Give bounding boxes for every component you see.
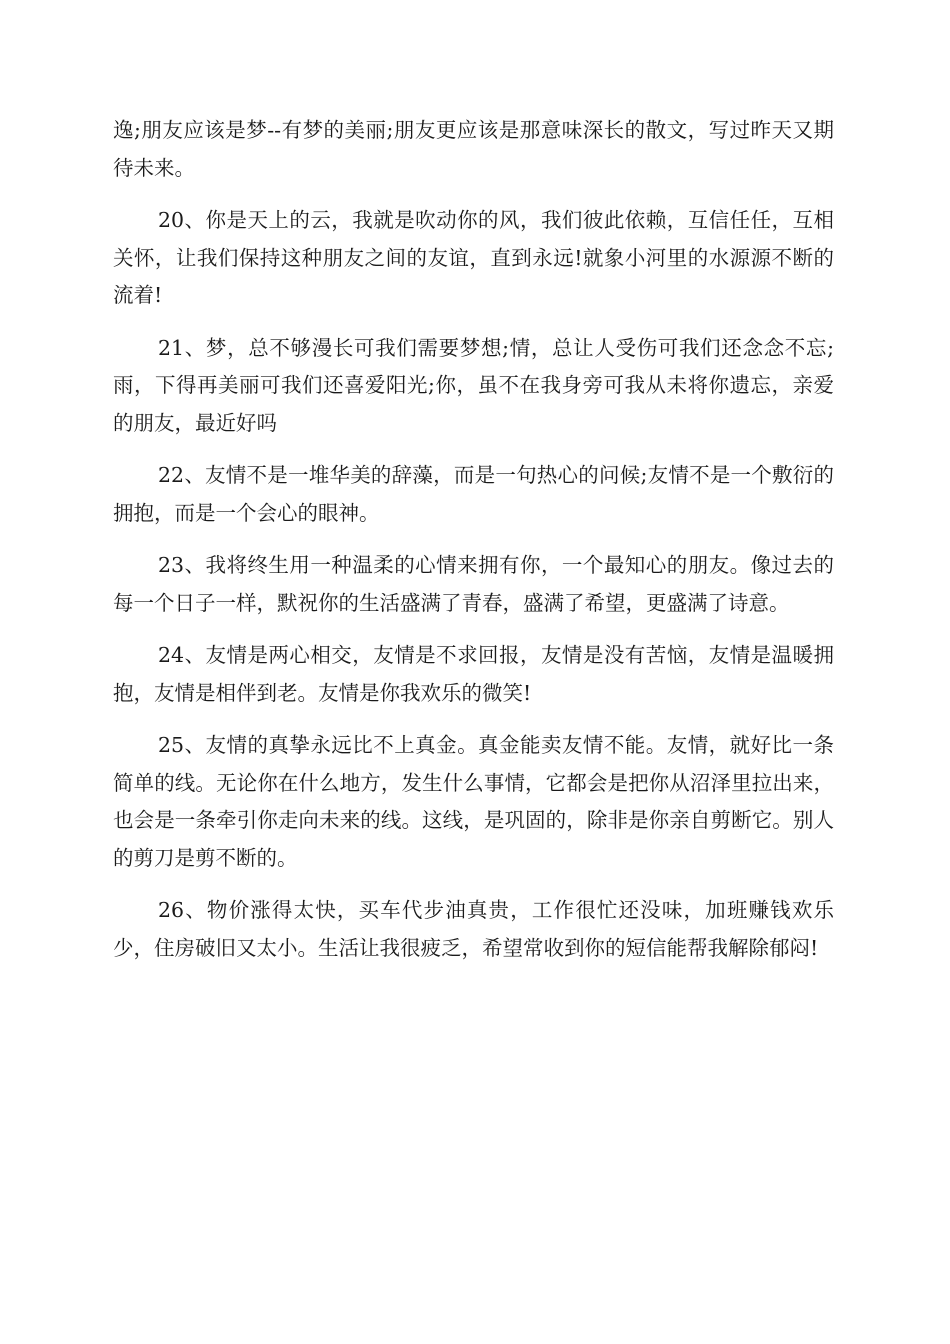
paragraph-20: 20、你是天上的云，我就是吹动你的风，我们彼此依赖，互信任任，互相关怀，让我们保持这种朋友之间的友谊，直到永远!就象小河里的水源源不断的流着! bbox=[113, 208, 834, 307]
paragraph-21: 21、梦，总不够漫长可我们需要梦想;情，总让人受伤可我们还念念不忘;雨，下得再美丽可我们还喜爱阳光;你，虽不在我身旁可我从未将你遗忘，亲爱的朋友，最近好吗 bbox=[113, 335, 834, 435]
paragraph-24: 24、友情是两心相交，友情是不求回报，友情是没有苦恼，友情是温暖拥抱，友情是相伴到老。友情是你我欢乐的微笑! bbox=[113, 643, 834, 705]
paragraph-continuation: 逸;朋友应该是梦--有梦的美丽;朋友更应该是那意味深长的散文，写过昨天又期待未来。 bbox=[113, 118, 834, 180]
paragraph-25: 25、友情的真挚永远比不上真金。真金能卖友情不能。友情，就好比一条简单的线。无论你在什么地方，发生什么事情，它都会是把你从沼泽里拉出来，也会是一条牵引你走向未来的线。这线，是巩固的，除非是你亲自剪断它。别人的剪刀是剪不断的。 bbox=[113, 733, 834, 870]
paragraph-23: 23、我将终生用一种温柔的心情来拥有你，一个最知心的朋友。像过去的每一个日子一样，默祝你的生活盛满了青春，盛满了希望，更盛满了诗意。 bbox=[113, 553, 834, 615]
paragraph-22: 22、友情不是一堆华美的辞藻，而是一句热心的问候;友情不是一个敷衍的拥抱，而是一个会心的眼神。 bbox=[113, 463, 834, 525]
document-body bbox=[113, 112, 834, 982]
paragraph-26: 26、物价涨得太快，买车代步油真贵，工作很忙还没味，加班赚钱欢乐少，住房破旧又太小。生活让我很疲乏，希望常收到你的短信能帮我解除郁闷! bbox=[113, 898, 834, 960]
